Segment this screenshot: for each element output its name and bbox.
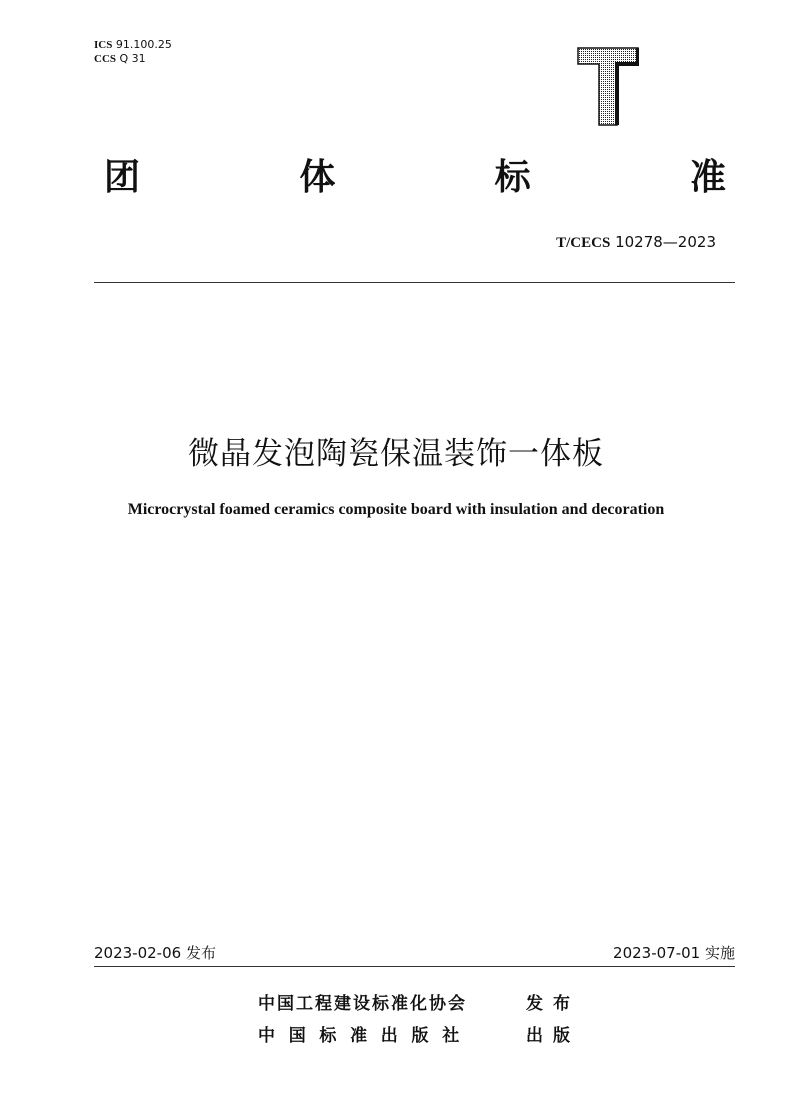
standard-number-prefix: T/CECS — [556, 235, 611, 251]
implementation-date: 2023-07-01 实施 — [613, 944, 735, 962]
issue-date: 2023-02-06 发布 — [94, 944, 216, 962]
standard-number-value: 10278—2023 — [615, 233, 716, 251]
standard-type-char: 标 — [494, 157, 531, 198]
standard-number — [556, 232, 716, 253]
standard-type-char: 团 — [104, 157, 141, 198]
group-standard-t-logo — [577, 47, 639, 127]
publishers — [258, 988, 580, 1052]
publisher-org: 中国标准出版社 — [258, 1026, 473, 1046]
ccs-value: Q 31 — [119, 52, 146, 65]
standard-type-heading — [104, 154, 726, 202]
ics-code — [94, 38, 172, 52]
title-english: Microcrystal foamed ceramics composite board with insulation and decoration — [127, 501, 665, 518]
standard-type-char: 准 — [689, 157, 726, 198]
ccs-code — [94, 52, 172, 66]
title-chinese: 微晶发泡陶瓷保温装饰一体板 — [188, 436, 604, 472]
publisher-action: 出版 — [526, 1026, 580, 1046]
footer-divider — [94, 966, 735, 967]
classification-codes — [94, 38, 172, 66]
ics-value: 91.100.25 — [115, 38, 172, 51]
publisher-row — [258, 1020, 580, 1052]
publisher-action: 发布 — [526, 994, 580, 1014]
publisher-row — [258, 988, 580, 1020]
header-divider — [94, 282, 735, 283]
ics-label: ICS — [94, 39, 113, 51]
publisher-org: 中国工程建设标准化协会 — [258, 994, 467, 1014]
ccs-label: CCS — [94, 53, 117, 65]
standard-type-char: 体 — [299, 157, 336, 198]
